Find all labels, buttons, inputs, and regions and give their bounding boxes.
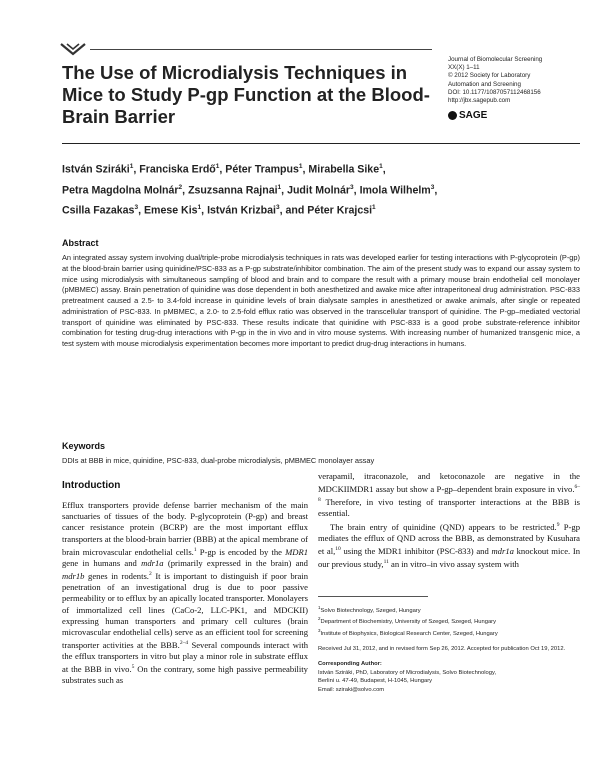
author-name: Mirabella Sike	[308, 163, 380, 176]
body-text: gene in humans and	[62, 557, 142, 568]
author-list: István Sziráki$^1$, Franciska Erdő$^1$, Péter Trampus$^1$, Mirabella Sike$^1$, Petra Magdolna Molnár$^2$, Zsuzsanna Rajnai$^1$, Judit Molnár$^3$, Imola Wilhelm$^3$, Csilla Fazakas$^3$, Emese Kis$^1$, István Krizbai$^3$, and Péter Krajcsi$^1$	[62, 163, 438, 217]
body-text: P-gp mediates the efflux of QND across the BBB, as demonstrated by Kusuhara et al,	[318, 521, 580, 556]
author-name: Csilla Fazakas	[62, 204, 135, 217]
keywords-text: DDIs at BBB in mice, quinidine, PSC-833, dual-probe microdialysis, pMBMEC monolayer assay	[62, 456, 375, 465]
reference-marker: 11	[383, 558, 389, 565]
author-affiliation: 3	[350, 183, 354, 191]
gene-name: mdr1a	[141, 557, 164, 568]
authors-and: and	[285, 204, 305, 217]
gene-name: mdr1a	[491, 545, 514, 556]
author-affiliation: 1	[379, 163, 383, 170]
author-name: Judit Molnár	[287, 184, 351, 197]
body-paragraph	[318, 471, 580, 520]
title-rule	[62, 143, 580, 144]
received-dates: Received Jul 31, 2012, and in revised form Sep 26, 2012. Accepted for publication Oct 19, 2012.	[318, 645, 566, 652]
body-text: knockout mice. In our previous study,	[318, 545, 581, 569]
affiliation-line	[318, 604, 580, 615]
author-affiliation: 3	[430, 183, 435, 191]
author-affiliation: 3	[275, 204, 280, 212]
footnote-rule	[318, 596, 428, 597]
body-text: Several compounds interact with the efflux transporters in vitro but play a minor role in substrate efflux at the BBB in vivo.	[62, 640, 309, 675]
author-name: Franciska Erdő	[139, 163, 216, 176]
body-paragraph	[318, 520, 580, 570]
abstract-text: An integrated assay system involving dual/triple-probe microdialysis techniques in rats was developed earlier for testing interactions with P-glycoprotein (P-gp) at the blood-brain barrier using quinidine/PSC-833 as a P-gp substrate/inhibitor combination. The aim of the present study was to expand our assay system to mice using microdialysis with simultaneous sampling of blood and brain and to compare the result with a primary mouse brain endothelial cell monolayer (pMBMEC) assay. Brain penetration of quinidine was dose dependent in both anesthetized and awake mice after intraperitoneal drug administration. PSC-833 pretreatment caused a 2.5- to 3.4-fold increase in quinidine levels of brain dialysate samples in anesthetized or awake animals, after single or repeated administration of PSC-833. In pMBMEC, a 2.0- to 2.5-fold efflux ratio was observed in the transcellular transport of quinidine. The P-gp–mediated vectorial transport of quinidine was eliminated by PSC-833. These results indicate that quinidine with PSC-833 is a good probe substrate-reference inhibitor combination for testing drug-drug interactions with P-gp in the in vivo and in vitro mouse systems. With increasing number of humanized transgenic mice, a test system with mouse microdialysis experimentation becomes more important to predict drug-drug interactions in humans.	[62, 253, 580, 348]
author-affiliation: 1	[277, 183, 282, 191]
affiliation-number: 3	[318, 627, 321, 633]
article-title: The Use of Microdialysis Techniques in Mice to Study P-gp Function at the Blood-Brain Barrier	[62, 62, 430, 127]
gene-name: mdr1b	[62, 570, 85, 581]
journal-logo-icon	[60, 42, 86, 56]
author-name: Petra Magdolna Molnár	[62, 184, 179, 197]
body-text: On the contrary, some high passive permeability substrates such as	[62, 664, 308, 686]
body-text: verapamil, itraconazole, and ketoconazole are negative in the MDCKIIMDR1 assay but show a P-gp–dependent brain exposure in vivo.	[318, 471, 580, 495]
affiliation-number: 1	[318, 605, 321, 610]
author-name: Imola Wilhelm	[359, 184, 431, 197]
author-name: Péter Krajcsi	[307, 204, 373, 217]
affiliation-text: Solvo Biotechnology, Szeged, Hungary	[320, 607, 421, 614]
author-name: István Sziráki	[62, 163, 130, 176]
body-column-right	[318, 471, 580, 570]
journal-info-line: Journal of Biomolecular Screening	[448, 56, 543, 63]
reference-marker: 1	[193, 546, 197, 553]
corresponding-email[interactable]: Email: sziraki@solvo.com	[318, 686, 385, 693]
journal-info-line: XX(X) 1–11	[448, 64, 480, 72]
footnotes	[318, 604, 580, 694]
body-text: The brain entry of quinidine (QND) appears to be restricted.	[330, 521, 557, 532]
affiliation-line	[318, 627, 580, 638]
header-rule	[90, 49, 432, 50]
body-text: Therefore, in vivo testing of transporter interactions at the BBB is essential.	[318, 497, 580, 519]
author-name: Zsuzsanna Rajnai	[188, 184, 278, 197]
gene-name: MDR1	[285, 546, 308, 557]
keywords-heading: Keywords	[62, 441, 106, 451]
body-text: genes in rodents.	[84, 570, 149, 581]
author-name: Emese Kis	[143, 204, 198, 217]
body-text: an in vitro–in vivo assay system with	[388, 558, 519, 569]
affiliation-text: Institute of Biophysics, Biological Research Center, Szeged, Hungary	[320, 630, 498, 637]
affiliation-number: 2	[318, 616, 321, 622]
author-affiliation: 1	[372, 204, 376, 212]
publisher-logo	[448, 110, 487, 121]
reference-marker: 6–8	[318, 484, 580, 504]
journal-info-line: Automation and Screening	[448, 80, 521, 88]
author-affiliation: 1	[298, 163, 303, 170]
author-affiliation: 2	[178, 183, 183, 191]
body-text: P-gp is encoded by the	[196, 546, 286, 557]
body-text: Efflux transporters provide defense barrier mechanism of the main sanctuaries of tissues of the body. P-glycoprotein (P-gp) and breast cancer resistance protein (BCRP) are the most important efflux transporters at the blood-brain barrier (BBB) at the apical membrane of brain microvascular endothelial cells.	[62, 500, 308, 557]
reference-marker: 2	[148, 571, 152, 578]
body-text: It is important to distinguish if poor brain penetration of an investigational drug is due to poor passive permeability or to efflux by an apically located transporter. Monolayers of immortalized cell lines (CaCo-2, LLC-PK1, and MDCKII) expressing human transporters and primary cell cultures (brain microvascular endothelial cells) serve as an efficient tool for screening transporter activities at the BBB.	[62, 570, 308, 651]
journal-info-line: DOI: 10.1177/1087057112468156	[448, 88, 541, 96]
author-affiliation: 3	[134, 204, 139, 212]
publisher-disc-icon	[448, 111, 457, 120]
reference-marker: 2–4	[179, 640, 189, 647]
body-text: (primarily expressed in the brain) and	[163, 557, 308, 568]
body-column-left	[62, 500, 308, 687]
corresponding-heading: Corresponding Author:	[318, 661, 382, 668]
journal-info	[448, 56, 578, 105]
author-name: Péter Trampus	[225, 163, 299, 176]
journal-info-line[interactable]: http://jbx.sagepub.com	[448, 97, 511, 105]
author-affiliation: 1	[197, 204, 202, 212]
affiliation-text: Department of Biochemistry, University of Szeged, Szeged, Hungary	[320, 619, 497, 626]
journal-info-line: © 2012 Society for Laboratory	[448, 72, 531, 80]
author-name: István Krizbai	[207, 204, 276, 217]
corresponding-line: István Sziráki, PhD, Laboratory of Microdialysis, Solvo Biotechnology,	[318, 669, 497, 676]
reference-marker: 9	[556, 521, 560, 528]
introduction-heading: Introduction	[62, 480, 121, 491]
affiliation-line	[318, 615, 580, 626]
reference-marker: 10	[335, 545, 341, 552]
author-affiliation: 1	[129, 163, 134, 170]
abstract-heading: Abstract	[62, 238, 99, 248]
corresponding-line: Berlini u. 47-49, Budapest, H-1045, Hungary	[318, 678, 433, 685]
publisher-name: SAGE	[459, 110, 488, 121]
author-affiliation: 1	[215, 163, 220, 170]
reference-marker: 5	[131, 664, 135, 671]
body-text: using the MDR1 inhibitor (PSC-833) and	[340, 545, 492, 556]
